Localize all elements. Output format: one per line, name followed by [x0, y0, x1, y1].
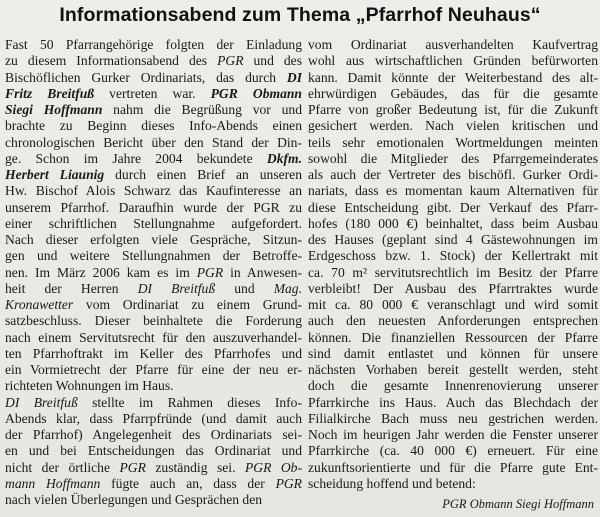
- text-run: sowohl die Mitglieder des Pfarrgemeinderates: [308, 150, 598, 166]
- text-line: [5, 378, 302, 394]
- text-line: [308, 86, 598, 102]
- article-column-right: [308, 37, 598, 492]
- text-line: [5, 265, 302, 281]
- text-run: gesichert werden. Nach vielen kritischen und: [308, 118, 598, 134]
- text-run: nach einem Servitutsrecht für den auszuverhandel-: [5, 329, 302, 345]
- text-line: [5, 460, 302, 476]
- text-line: [308, 248, 598, 264]
- text-line: [5, 297, 302, 313]
- text-line: [5, 53, 302, 69]
- text-run: chronologischen Bericht über den Stand der Din-: [5, 134, 302, 150]
- text-run: mit ca. 80 000 € veranschlagt und wird somit: [308, 297, 598, 312]
- text-run: nen. Im März 2006 kam es im: [5, 264, 197, 280]
- text-line: [5, 443, 302, 459]
- text-line: [5, 411, 302, 427]
- text-line: [5, 330, 302, 346]
- text-run: ge. Schon im Jahre 2004 bekundete: [5, 150, 267, 166]
- text-line: [5, 135, 302, 151]
- text-line: [5, 102, 302, 118]
- text-run: Bischöflichen Gurker Ordinariats, das durch: [5, 69, 287, 85]
- text-run: brachte zu Beginn dieses Info-Abends einen: [5, 118, 302, 134]
- text-run: auch den neuesten Anforderungen entsprechen: [308, 313, 598, 329]
- text-run: scheidung hoffend und betend:: [308, 475, 476, 491]
- text-run: en und bei Entscheidungen das Ordinariat und: [5, 443, 302, 459]
- text-line: [5, 37, 302, 53]
- text-line: [308, 216, 598, 232]
- text-line: [308, 70, 598, 86]
- text-run: durch einen Brief an unseren: [104, 167, 302, 182]
- text-run: zukunftsorientierte und für die Pfarre gute Ent-: [308, 459, 598, 475]
- text-line: [308, 460, 598, 476]
- text-line: [5, 232, 302, 248]
- text-line: [308, 411, 598, 427]
- text-run: Siegi Hoffmann: [5, 102, 103, 117]
- text-run: ca. 70 m² servitutsrechtlich im Besitz der Pfarre: [308, 264, 598, 280]
- text-run: vom Ordinariat ausverhandelten Kaufvertrag: [308, 37, 598, 52]
- text-run: vom Ordinariat zu einem Grund-: [73, 297, 302, 312]
- text-line: [308, 313, 598, 329]
- text-line: [308, 395, 598, 411]
- text-run: Pfarrkirche (ca. 40 000 €) erneuert. Für eine: [308, 443, 598, 459]
- text-run: verbleibt! Der Ausbau des Pfarrtraktes wurde: [308, 280, 598, 296]
- text-run: nicht der örtliche: [5, 459, 120, 475]
- article-column-left: [5, 37, 302, 508]
- text-line: [5, 281, 302, 297]
- text-line: [308, 427, 598, 443]
- text-run: DI Breitfuß: [137, 280, 216, 296]
- text-line: [5, 151, 302, 167]
- text-run: nach vielen Überlegungen und Gesprächen den: [5, 492, 263, 507]
- text-line: [308, 183, 598, 199]
- text-line: [5, 70, 302, 86]
- text-line: [308, 135, 598, 151]
- text-line: [308, 151, 598, 167]
- text-line: [5, 200, 302, 216]
- text-run: PGR: [217, 53, 244, 69]
- text-run: PGR: [275, 475, 302, 491]
- text-run: fügte auch an, dass der: [100, 475, 276, 491]
- text-run: Nach dieser erfolgten viele Gespräche, Sitzun-: [5, 232, 302, 247]
- text-run: können. Die finanziellen Ressourcen der Pfarre: [308, 329, 598, 345]
- text-run: ehrwürdigen Gebäudes, das für die gesamte: [308, 85, 598, 101]
- text-run: stellte im Rahmen dieses Info-: [77, 394, 302, 410]
- text-line: [308, 232, 598, 248]
- text-line: [308, 200, 598, 216]
- text-run: Erdgeschoss bzw. 1. Stock) der Kellertrakt mit: [308, 248, 598, 264]
- text-line: [5, 216, 302, 232]
- text-line: [308, 37, 598, 53]
- text-run: kann. Damit könnte der Weiterbestand des alt-: [308, 69, 598, 85]
- text-run: PGR: [119, 459, 146, 475]
- text-line: [5, 248, 302, 264]
- text-line: [308, 346, 598, 362]
- text-run: diese Entscheidung gibt. Der Verkauf des Pfarr-: [308, 199, 598, 215]
- text-run: Pfarrkirche ins Haus. Auch das Blechdach der: [308, 394, 598, 410]
- text-line: [5, 86, 302, 102]
- text-line: [308, 102, 598, 118]
- text-run: vertreten war.: [94, 85, 211, 101]
- text-run: PGR: [196, 264, 224, 280]
- text-run: gen und weitere Stellungnahmen der Betroffe-: [5, 248, 302, 264]
- text-run: PGR Ob-: [244, 459, 302, 475]
- text-run: teils sehr emotionalen Wortmeldungen meinten: [308, 134, 598, 150]
- text-run: und des: [243, 53, 302, 69]
- text-line: [308, 330, 598, 346]
- text-run: heit der Herren: [5, 280, 138, 296]
- text-run: Fritz Breitfuß: [5, 85, 95, 101]
- text-run: zuständig sei.: [145, 459, 245, 475]
- text-line: [5, 476, 302, 492]
- text-run: der Pfarrhof) Angelegenheit des Ordinariats sei-: [5, 427, 302, 442]
- text-line: [308, 167, 598, 183]
- text-run: Dkfm.: [266, 150, 302, 166]
- text-run: Pfarre von großer Bedeutung ist, für die Zukunft: [308, 102, 598, 117]
- text-run: ein Vormietrecht der Pfarre für eine der neu er-: [5, 362, 302, 377]
- text-line: [308, 265, 598, 281]
- text-line: [5, 395, 302, 411]
- article-headline: Informationsabend zum Thema „Pfarrhof Neuhaus“: [59, 4, 541, 26]
- text-run: ten Pfarrhoftrakt im Keller des Pfarrhofes und: [5, 345, 302, 361]
- text-run: zu diesem Informationsabend des: [5, 53, 218, 69]
- text-run: Hw. Bischof Alois Schwarz das Kaufinteresse an: [5, 183, 302, 199]
- text-run: Fast 50 Pfarrangehörige folgten der Einladung: [5, 37, 302, 52]
- text-line: [5, 362, 302, 378]
- text-run: sind damit entlastet und können für unsere: [308, 345, 598, 361]
- text-line: [308, 443, 598, 459]
- text-run: DI Breitfuß: [5, 394, 78, 410]
- text-line: [5, 183, 302, 199]
- text-run: nächsten Vorhaben bereit gestellt werden, steht: [308, 362, 598, 377]
- text-line: [5, 427, 302, 443]
- text-run: PGR Obmann: [210, 85, 302, 101]
- text-run: hofes (180 000 €) beinhaltet, dass beim Ausbau: [308, 215, 598, 231]
- text-line: [308, 281, 598, 297]
- text-run: des Hauses (geplant sind 4 Gästewohnungen im: [308, 232, 598, 247]
- text-run: Noch im heurigen Jahr werden die Fenster unserer: [308, 427, 598, 442]
- text-run: und: [215, 280, 274, 296]
- text-line: [308, 53, 598, 69]
- text-run: DI: [286, 69, 302, 85]
- text-run: nahm die Begrüßung vor und: [102, 102, 302, 117]
- text-run: in Anwesen-: [223, 264, 302, 280]
- text-line: [308, 118, 598, 134]
- text-run: mann Hoffmann: [5, 475, 101, 491]
- text-run: Mag.: [273, 280, 302, 296]
- text-run: Herbert Liaunig: [5, 167, 105, 182]
- text-run: Filialkirche Bach muss neu gestrichen werden.: [308, 410, 598, 426]
- text-line: [308, 297, 598, 313]
- text-run: satzbeschluss. Dieser beinhaltete die Forderung: [5, 313, 302, 329]
- text-line: [308, 378, 598, 394]
- text-line: [5, 346, 302, 362]
- text-run: Kronawetter: [5, 297, 74, 312]
- text-run: Abends klar, dass Pfarrpfründe (und damit auch: [5, 410, 302, 426]
- text-run: wohl aus wirtschaftlichen Gründen befürworten: [308, 53, 598, 69]
- text-run: doch die gesamte Innenrenovierung unserer: [308, 378, 598, 394]
- text-line: [5, 313, 302, 329]
- text-line: [5, 167, 302, 183]
- text-run: richteten Wohnungen im Haus.: [5, 378, 174, 394]
- text-run: unserem Pfarrhof. Daraufhin wurde der PGR zu: [5, 199, 302, 215]
- text-line: [308, 362, 598, 378]
- text-run: einer schriftlichen Stellungnahme aufgefordert.: [5, 215, 302, 231]
- article-signature: PGR Obmann Siegi Hoffmann: [442, 497, 594, 511]
- text-line: [5, 118, 302, 134]
- text-run: nariats, dass es momentan kaum Alternativen für: [308, 183, 598, 199]
- text-line: [5, 492, 302, 508]
- text-run: als auch der Vertreter des bischöfl. Gurker Ordi-: [308, 167, 598, 182]
- text-line: [308, 476, 598, 492]
